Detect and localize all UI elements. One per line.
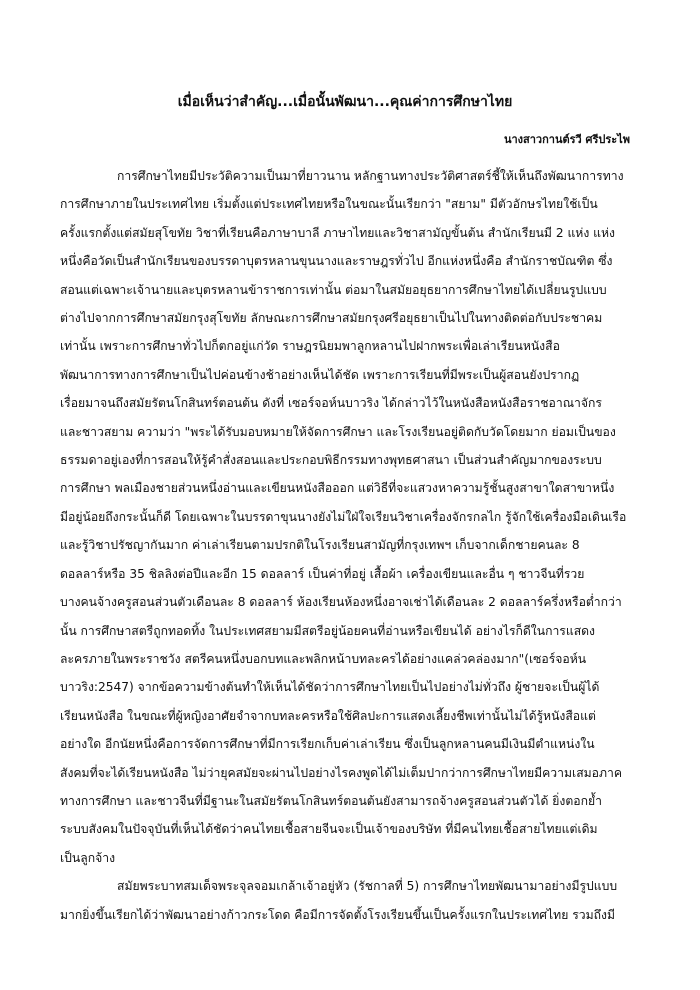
paragraph-line: นั้น การศึกษาสตรีถูกทอดทิ้ง ในประเทศสยามมีสตรีอยู่น้อยคนที่อ่านหรือเขียนได้ อย่างไรก็ดีในการแสดง bbox=[60, 623, 596, 638]
paragraph-line: และรู้วิชาปรัชญากันมาก ค่าเล่าเรียนตามปรกติในโรงเรียนสามัญที่กรุงเทพฯ เก็บจากเด็กชายคนละ 8 bbox=[60, 538, 580, 553]
paragraph-line: ละครภายในพระราชวัง สตรีคนหนึ่งบอกบทและพลิกหน้าบทละครได้อย่างแคล่วคล่องมาก"(เซอร์จอห์น bbox=[60, 651, 587, 666]
paragraph-line: ดอลลาร์หรือ 35 ชิลลิงต่อปีและอีก 15 ดอลลาร์ เป็นค่าที่อยู่ เสื้อผ้า เครื่องเขียนและอื่น ๆ ชาวจีนที่รวย bbox=[60, 566, 585, 581]
paragraph-history bbox=[60, 162, 630, 872]
paragraph-line: ครั้งแรกตั้งแต่สมัยสุโขทัย วิชาที่เรียนคือภาษาบาลี ภาษาไทยและวิชาสามัญขั้นต้น สำนักเรียนมี 2 แห่ง แห่ง bbox=[60, 225, 616, 240]
paragraph-line: เป็นลูกจ้าง bbox=[60, 850, 116, 865]
paragraph-line: และชาวสยาม ความว่า "พระได้รับมอบหมายให้จัดการศึกษา และโรงเรียนอยู่ติดกับวัดโดยมาก ย่อมเป็นของ bbox=[60, 424, 616, 439]
paragraph-line: สมัยพระบาทสมเด็จพระจุลจอมเกล้าเจ้าอยู่หัว (รัชกาลที่ 5) การศึกษาไทยพัฒนามาอย่างมีรูปแบบ bbox=[117, 879, 618, 894]
paragraph-line: หนึ่งคือวัดเป็นสำนักเรียนของบรรดาบุตรหลานขุนนางและราษฎรทั่วไป อีกแห่งหนึ่งคือ สำนักราชบัณฑิต ซึ่ง bbox=[60, 254, 613, 269]
paragraph-line: อย่างใด อีกนัยหนึ่งคือการจัดการศึกษาที่มีการเรียกเก็บค่าเล่าเรียน ซึ่งเป็นลูกหลานคนมีเงินมีตำแหน่งใน bbox=[60, 737, 595, 752]
author-name: นางสาวกานต์รวี ศรีประไพ bbox=[503, 133, 630, 146]
paragraph-line: บาวริง:2547) จากข้อความข้างต้นทำให้เห็นได้ชัดว่าการศึกษาไทยเป็นไปอย่างไม่ทั่วถึง ผู้ชายจะเป็นผู้ได้ bbox=[60, 680, 600, 695]
paragraph-line: ทางการศึกษา และชาวจีนที่มีฐานะในสมัยรัตนโกสินทร์ตอนต้นยังสามารถจ้างครูสอนส่วนตัวได้ ยิ่งตอกย้ำ bbox=[60, 793, 602, 808]
paragraph-line: ธรรมดาอยู่เองที่การสอนให้รู้คำสั่งสอนและประกอบพิธีกรรมทางพุทธศาสนา เป็นส่วนสำคัญมากของระบบ bbox=[60, 453, 602, 468]
paragraph-line: ระบบสังคมในปัจจุบันที่เห็นได้ชัดว่าคนไทยเชื้อสายจีนจะเป็นเจ้าของบริษัท ที่มีคนไทยเชื้อสายไทยแต่เดิม bbox=[60, 822, 598, 837]
paragraph-line: การศึกษาภายในประเทศไทย เริ่มตั้งแต่ประเทศไทยหรือในขณะนั้นเรียกว่า "สยาม" มีตัวอักษรไทยใช้เป็น bbox=[60, 197, 598, 212]
paragraph-line: สังคมที่จะได้เรียนหนังสือ ไม่ว่ายุคสมัยจะผ่านไปอย่างไรคงพูดได้ไม่เต็มปากว่าการศึกษาไทยมีความเสมอภาค bbox=[60, 765, 623, 780]
paragraph-line: เรียนหนังสือ ในขณะที่ผู้หญิงอาศัยจำจากบทละครหรือใช้ศิลปะการแสดงเลี้ยงชีพเท่านั้นไม่ได้รู้หนังสือแต่ bbox=[60, 708, 596, 723]
paragraph-line: มีอยู่น้อยถึงกระนั้นก็ดี โดยเฉพาะในบรรดาขุนนางยังไม่ใฝ่ใจเรียนวิชาเครื่องจักรกลไก รู้จักใช้เครื่องมือเดินเรือ bbox=[60, 509, 627, 524]
paragraph-line: สอนแต่เฉพาะเจ้านายและบุตรหลานข้าราชการเท่านั้น ต่อมาในสมัยอยุธยาการศึกษาไทยได้เปลี่ยนรูปแบบ bbox=[60, 282, 607, 297]
paragraph-line: การศึกษา พลเมืองชายส่วนหนึ่งอ่านและเขียนหนังสือออก แต่วิธีที่จะแสวงหาความรู้ชั้นสูงสาขาใดสาขาหนึ่ง bbox=[60, 481, 615, 496]
paragraph-line: บางคนจ้างครูสอนส่วนตัวเดือนละ 8 ดอลลาร์ ห้องเรียนห้องหนึ่งอาจเช่าได้เดือนละ 2 ดอลลาร์ครึ่งหรือต่ำกว่า bbox=[60, 595, 622, 610]
paragraph-line: เท่านั้น เพราะการศึกษาทั่วไปก็ตกอยู่แก่วัด ราษฎรนิยมพาลูกหลานไปฝากพระเพื่อเล่าเรียนหนังสือ bbox=[60, 339, 560, 354]
paragraph-line: การศึกษาไทยมีประวัติความเป็นมาที่ยาวนาน หลักฐานทางประวัติศาสตร์ชี้ให้เห็นถึงพัฒนาการทาง bbox=[117, 169, 624, 183]
document-title: เมื่อเห็นว่าสำคัญ...เมื่อนั้นพัฒนา...คุณค่าการศึกษาไทย bbox=[177, 94, 513, 110]
paragraph-line: ต่างไปจากการศึกษาสมัยกรุงสุโขทัย ลักษณะการศึกษาสมัยกรุงศรีอยุธยาเป็นไปในทางติดต่อกับประชาคม bbox=[60, 311, 603, 326]
paragraph-reign-five bbox=[60, 872, 630, 929]
paragraph-line: มากยิ่งขึ้นเรียกได้ว่าพัฒนาอย่างก้าวกระโดด คือมีการจัดตั้งโรงเรียนขึ้นเป็นครั้งแรกในประเทศไทย รวมถึงมี bbox=[60, 907, 615, 922]
paragraph-line: พัฒนาการทางการศึกษาเป็นไปค่อนข้างช้าอย่างเห็นได้ชัด เพราะการเรียนที่มีพระเป็นผู้สอนยังปรากฏ bbox=[60, 367, 580, 382]
paragraph-line: เรื่อยมาจนถึงสมัยรัตนโกสินทร์ตอนต้น ดังที่ เซอร์จอห์นบาวริง ได้กล่าวไว้ในหนังสือหนังสือราชอาณาจักร bbox=[60, 396, 602, 411]
